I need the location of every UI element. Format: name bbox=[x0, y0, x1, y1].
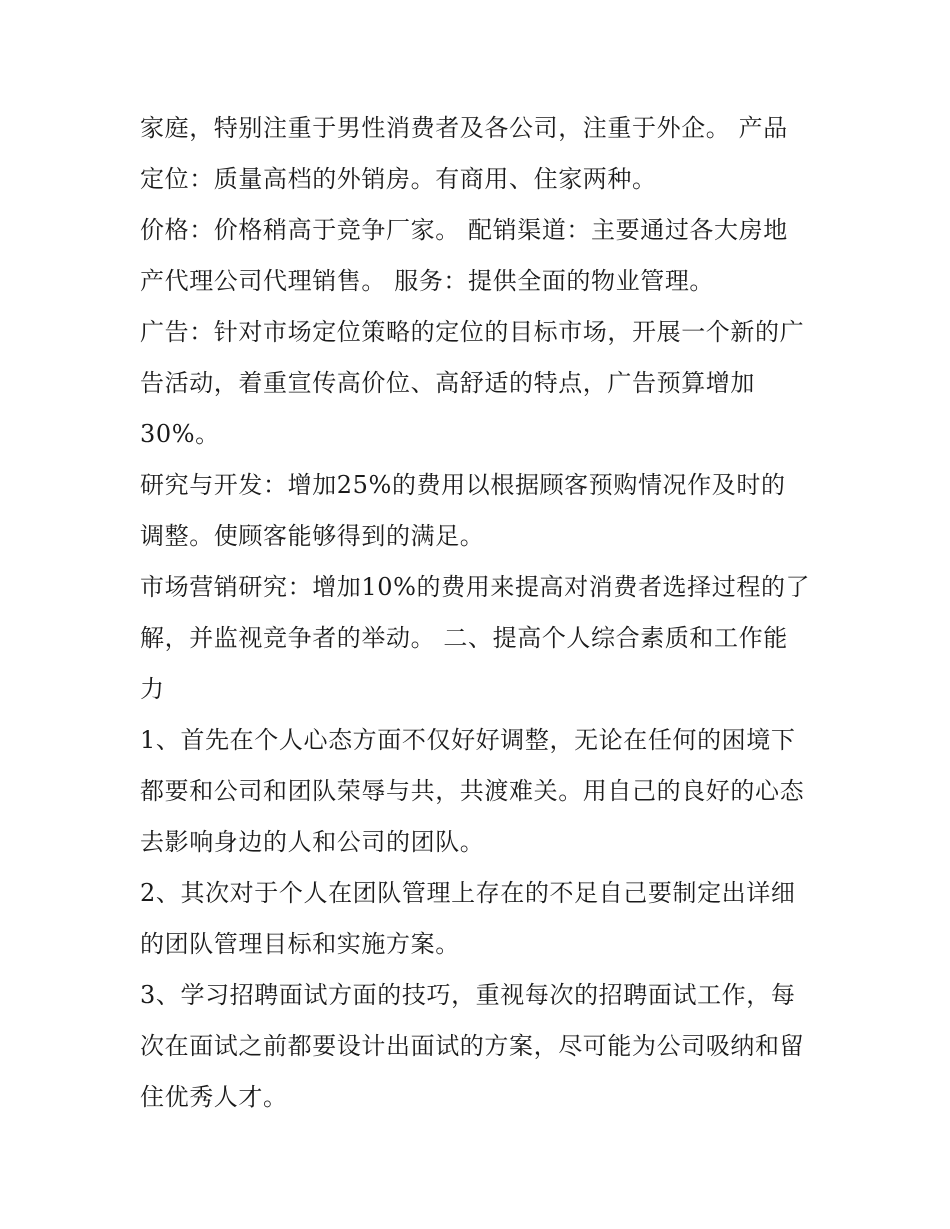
text-line: 力 bbox=[140, 675, 165, 703]
text-line: 定位：质量高档的外销房。有商用、住家两种。 bbox=[140, 165, 657, 193]
text-line: 调整。使顾客能够得到的满足。 bbox=[140, 522, 485, 550]
text-line: 产代理公司代理销售。 服务：提供全面的物业管理。 bbox=[140, 267, 715, 295]
text-line: 2、其次对于个人在团队管理上存在的不足自己要制定出详细 bbox=[140, 879, 796, 907]
text-line: 的团队管理目标和实施方案。 bbox=[140, 930, 460, 958]
text-line: 1、首先在个人心态方面不仅好好调整，无论在任何的困境下 bbox=[140, 726, 796, 754]
text-line: 告活动，着重宣传高价位、高舒适的特点，广告预算增加 bbox=[140, 369, 755, 397]
text-line: 市场营销研究：增加10%的费用来提高对消费者选择过程的了 bbox=[140, 573, 811, 601]
text-line: 3、学习招聘面试方面的技巧，重视每次的招聘面试工作，每 bbox=[140, 981, 796, 1009]
text-line: 研究与开发：增加25%的费用以根据顾客预购情况作及时的 bbox=[140, 471, 786, 499]
text-line: 家庭，特别注重于男性消费者及各公司，注重于外企。 产品 bbox=[140, 114, 788, 142]
document-body bbox=[140, 103, 820, 1123]
text-line: 次在面试之前都要设计出面试的方案，尽可能为公司吸纳和留 bbox=[140, 1032, 805, 1060]
text-line: 去影响身边的人和公司的团队。 bbox=[140, 828, 485, 856]
text-line: 解，并监视竞争者的举动。 二、提高个人综合素质和工作能 bbox=[140, 624, 788, 652]
text-line: 都要和公司和团队荣辱与共，共渡难关。用自己的良好的心态 bbox=[140, 777, 805, 805]
text-line: 广告：针对市场定位策略的定位的目标市场，开展一个新的广 bbox=[140, 318, 805, 346]
text-line: 价格：价格稍高于竞争厂家。 配销渠道：主要通过各大房地 bbox=[140, 216, 788, 244]
text-line: 住优秀人才。 bbox=[140, 1083, 288, 1111]
text-line: 30%。 bbox=[140, 420, 220, 448]
